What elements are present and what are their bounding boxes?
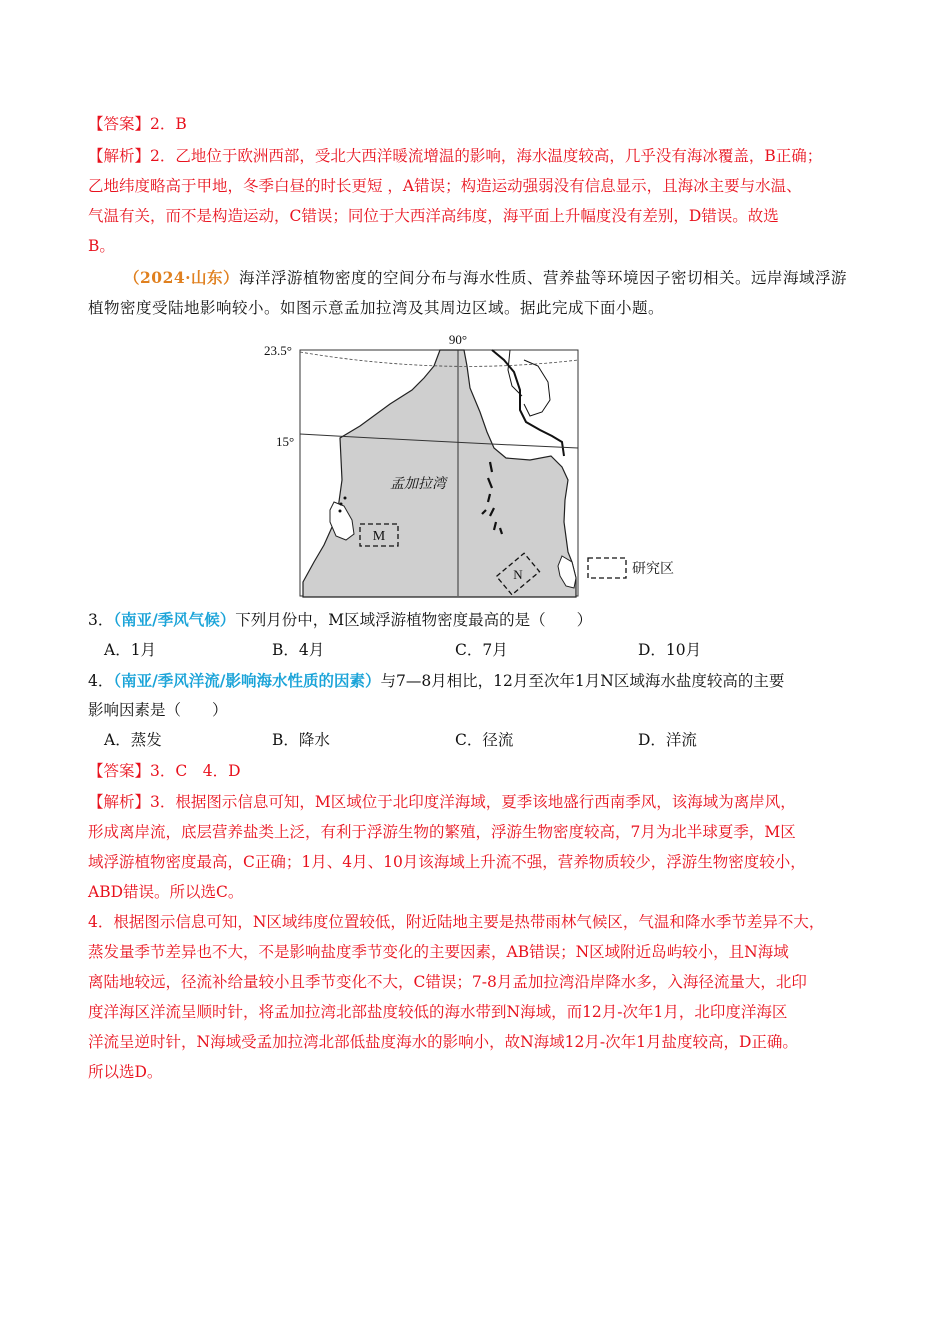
explain2-line-7: 度洋海区洋流呈顺时针，将孟加拉湾北部盐度较低的海水带到N海域，而12月-次年1月，北印度洋海区	[88, 1003, 788, 1021]
explain1-line-2: 气温有关，而不是构造运动，C错误；同位于大西洋高纬度，海平面上升幅度没有差别，D错误。故选	[88, 207, 779, 225]
q4-option-d: D．洋流	[638, 731, 697, 749]
region-n-label: N	[513, 567, 523, 582]
lat2-label: 15°	[276, 434, 295, 449]
answer-tag: 【答案】	[88, 115, 151, 133]
sea-label: 孟加拉湾	[390, 476, 446, 492]
explain2-line-5: 蒸发量季节差异也不大，不是影响盐度季节变化的主要因素，AB错误；N区域附近岛屿较小，且N海域	[88, 943, 789, 961]
q4-option-c: C．径流	[455, 731, 514, 749]
answer-line-1	[88, 114, 187, 134]
q3-option-c: C．7月	[455, 641, 508, 659]
answer-tag: 【答案】	[88, 762, 151, 780]
legend-box	[588, 558, 626, 578]
explain2-line-1: 形成离岸流，底层营养盐类上泛，有利于浮游生物的繁殖，浮游生物密度较高，7月为北半球夏季，M区	[88, 823, 796, 841]
question-topic: （南亚/季风洋流/影响海水性质的因素）	[113, 671, 381, 690]
lat1-label: 23.5°	[264, 343, 292, 358]
explain2-line-6: 离陆地较远，径流补给量较小且季节变化不大，C错误；7-8月孟加拉湾沿岸降水多，入海径流量大，北印	[88, 973, 807, 991]
explain2-line-4: 4．根据图示信息可知，N区域纬度位置较低，附近陆地主要是热带雨林气候区，气温和降水季节差异不大，	[88, 913, 825, 931]
answer-text: 2．B	[150, 115, 187, 133]
explain2-line-0: 【解析】3．根据图示信息可知，M区域位于北印度洋海域，夏季该地盛行西南季风，该海域为离岸风，	[88, 793, 796, 811]
q3-option-d: D．10月	[638, 641, 702, 659]
q3-option-b: B．4月	[272, 641, 325, 659]
question-topic: （南亚/季风气候）	[113, 610, 236, 629]
explain2-line-3: ABD错误。所以选C。	[88, 883, 244, 901]
explain1-line-3: B。	[88, 237, 115, 255]
explain1-line-1: 乙地纬度略高于甲地，冬季白昼的时长更短 ，A错误；构造运动强弱没有信息显示，且海冰主要与水温、	[88, 177, 802, 195]
q3-option-a: A．1月	[104, 641, 157, 659]
question-4-stem: 4．（南亚/季风洋流/影响海水性质的因素）与7—8月相比，12月至次年1月N区域海水盐度较高的主要	[88, 671, 785, 690]
explain-tag: 【解析】	[88, 147, 151, 165]
answer-text: 3．C 4．D	[150, 762, 241, 780]
region-m-label: M	[372, 529, 386, 544]
legend-label: 研究区	[632, 561, 674, 577]
explain2-line-8: 洋流呈逆时针，N海域受孟加拉湾北部低盐度海水的影响小，故N海域12月-次年1月盐度较高，D正确。	[88, 1033, 798, 1051]
lon-label: 90°	[448, 332, 468, 347]
question-3-stem: 3．（南亚/季风气候）下列月份中，M区域浮游植物密度最高的是（ ）	[88, 610, 593, 629]
q4-option-b: B．降水	[272, 731, 330, 749]
question-4-stem-2: 影响因素是（ ）	[88, 701, 228, 719]
explain2-line-9: 所以选D。	[88, 1063, 163, 1081]
q4-option-a: A．蒸发	[104, 731, 162, 749]
intro-line-1: （2024·山东）海洋浮游植物密度的空间分布与海水性质、营养盐等环境因子密切相关。远岸海域浮游	[124, 268, 848, 287]
intro-line-2: 植物密度受陆地影响较小。如图示意孟加拉湾及其周边区域。据此完成下面小题。	[88, 299, 665, 317]
answer-line-2	[88, 761, 241, 781]
source-tag: （2024·山东）	[124, 268, 240, 287]
bay-of-bengal-map	[262, 330, 702, 602]
explain1-line-0: 【解析】2．乙地位于欧洲西部，受北大西洋暖流增温的影响，海水温度较高，几乎没有海冰覆盖，B正确；	[88, 147, 823, 165]
explain2-line-2: 域浮游植物密度最高，C正确；1月、4月、10月该海域上升流不强，营养物质较少，浮游生物密度较小，	[88, 853, 806, 871]
explain-tag: 【解析】	[88, 793, 151, 811]
